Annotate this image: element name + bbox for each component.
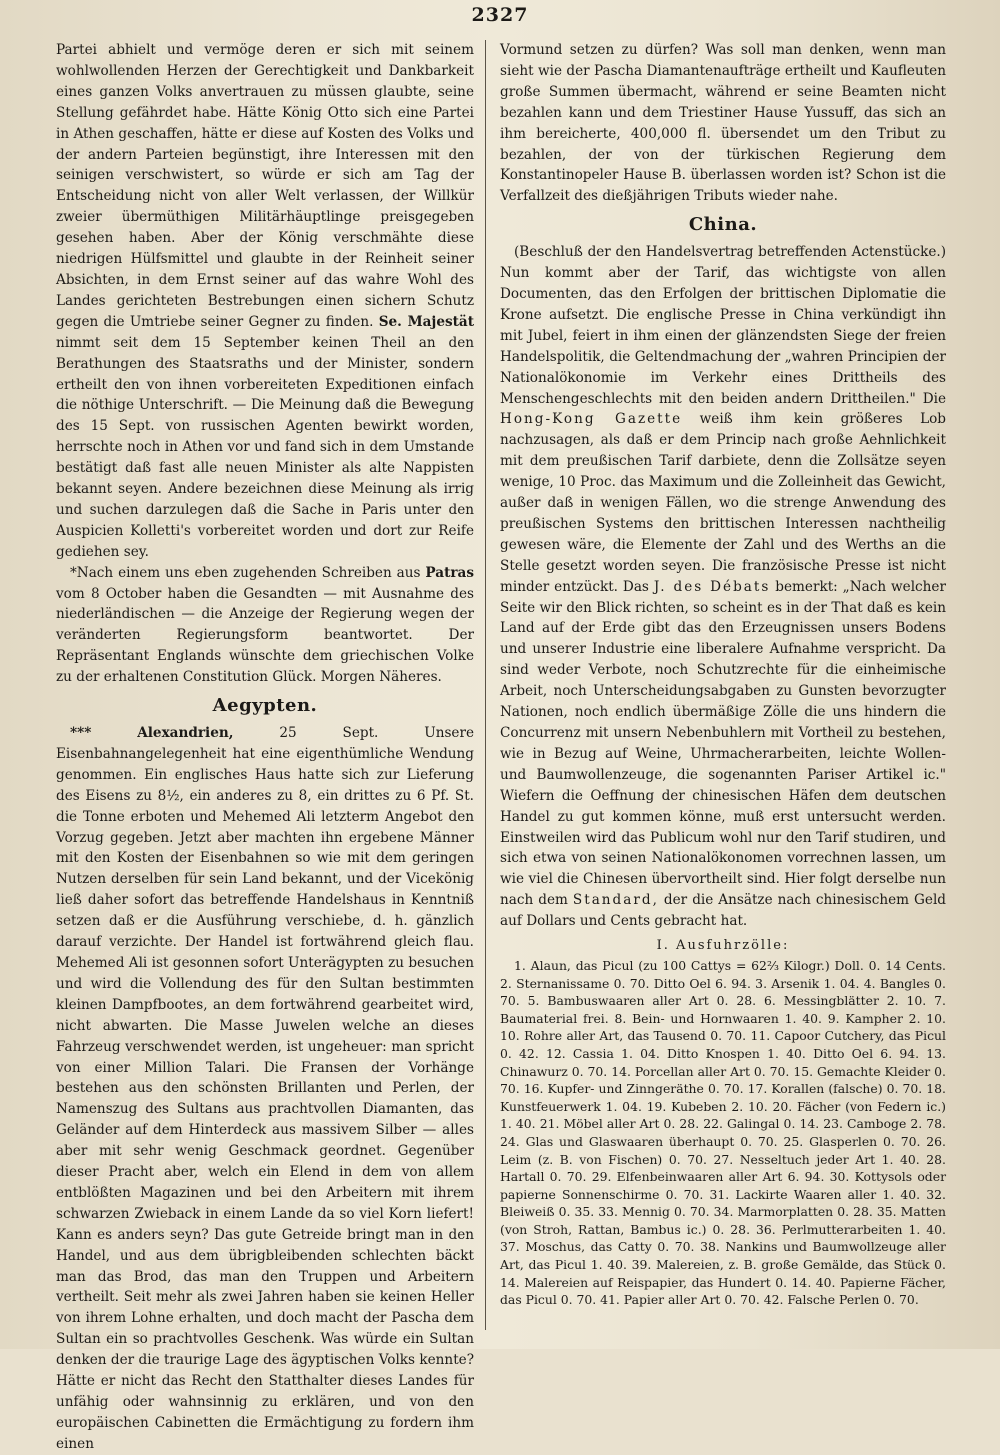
majesty-label: Se. Majestät xyxy=(378,313,475,330)
tariff-list xyxy=(500,957,946,1309)
newspaper-standard: Standard, xyxy=(572,892,659,909)
dateline-place: Alexandrien, xyxy=(137,725,234,741)
paragraph-text: vom 8 October haben die Gesandten — mit Ausnahme des niederländischen — die Anzeige der Regierung wegen der veränderten Regierungsform beantwortet. Der Repräsentant Englands wünschte dem griechischen Volke zu der erhaltenen Constitution Glück. Morgen Näheres. xyxy=(56,585,474,686)
article-alexandria xyxy=(56,723,474,1455)
article-patras xyxy=(56,563,474,688)
right-column xyxy=(500,40,946,1309)
section-heading-china: China. xyxy=(688,214,758,236)
tariff-heading: I. Ausfuhrzölle: xyxy=(656,938,790,954)
page-number: 2327 xyxy=(471,4,529,26)
section-heading-egypt: Aegypten. xyxy=(212,695,318,717)
tariff-entries: 1. Alaun, das Picul (zu 100 Cattys = 62⅔ Kilogr.) Doll. 0. 14 Cents. 2. Sternanissame 0. 70. Ditto Oel 6. 94. 3. Arsenik 1. 04. 4. Bangles 0. 70. 5. Bambuswaaren aller Art 0. 28. 6. Messingblätter 2. 10. 7. Baumaterial frei. 8. Bein- und Hornwaaren 1. 40. 9. Kampher 2. 10. 10. Rohre aller Art, das Tausend 0. 70. 11. Capoor Cutchery, das Picul 0. 42. 12. Cassia 1. 04. Ditto Knospen 1. 40. Ditto Oel 6. 94. 13. Chinawurz 0. 70. 14. Porcellan aller Art 0. 70. 15. Gemachte Kleider 0. 70. 16. Kupfer- und Zinngeräthe 0. 70. 17. Korallen (falsche) 0. 70. 18. Kunstfeuerwerk 1. 04. 19. Kubeben 2. 10. 20. Fächer (von Federn ic.) 1. 40. 21. Möbel aller Art 0. 28. 22. Galingal 0. 14. 23. Camboge 2. 78. 24. Glas und Glaswaaren überhaupt 0. 70. 25. Glasperlen 0. 70. 26. Leim (z. B. von Fischen) 0. 70. 27. Nesseltuch jeder Art 1. 40. 28. Hartall 0. 70. 29. Elfenbeinwaaren aller Art 6. 94. 30. Kottysols oder papierne Sonnenschirme 0. 70. 31. Lackirte Waaren aller 1. 40. 32. Bleiweiß 0. 35. 33. Mennig 0. 70. 34. Marmorplatten 0. 28. 35. Matten (von Stroh, Rattan, Bambus ic.) 0. 28. 36. Perlmutterarbeiten 1. 40. 37. Moschus, das Catty 0. 70. 38. Nankins und Baumwollzeuge aller Art, das Picul 1. 40. 39. Malereien, z. B. große Gemälde, das Stück 0. 14. Malereien auf Reispapier, das Hundert 0. 14. 40. Papierne Fächer, das Picul 0. 70. 41. Papier aller Art 0. 70. 42. Falsche Perlen 0. 70. xyxy=(500,957,946,1308)
newspaper-journal-des-debats: J. des Débats xyxy=(653,578,771,595)
dateline-date: 25 Sept. xyxy=(279,725,379,741)
dateline-marker: *** xyxy=(70,725,92,741)
left-column xyxy=(56,40,474,1455)
paragraph-text: bemerkt: „Nach welcher Seite wir den Blick richten, so scheint es in der That daß es kein Land auf der Erde gibt das den Erzeugnissen unsers Bodens und unserer Industrie eine liberalere Aufnahme verspricht. Da sind weder Verbote, noch Schutzrechte für die einheimische Arbeit, noch Unterscheidungsabgaben zu Gunsten bevorzugter Nationen, noch endlich übermäßige Zölle die uns hindern die Concurrenz mit unsern Nebenbuhlern mit Vortheil zu bestehen, wie in Bezug auf Weine, Uhrmacherarbeiten, leichte Wollen- und Baumwollenzeuge, die sogenannten Pariser Artikel ic." Wiefern die Oeffnung der chinesischen Häfen dem deutschen Handel zu gut kommen könne, muß erst untersucht werden. Einstweilen wird das Publicum wohl nur den Tarif studiren, und sich etwa von seinen Nationalökonomen vorrechnen lassen, um wie viel die Chinesen übervortheilt sind. Hier folgt derselbe nun nach dem xyxy=(500,578,946,909)
article-china xyxy=(500,242,946,932)
paragraph-text: (Beschluß der den Handelsvertrag betreffenden Actenstücke.) Nun kommt aber der Tarif, das wichtigste von allen Documenten, das den Erfolgen der brittischen Diplomatie die Krone aufsetzt. Die englische Presse in China verkündigt ihn mit Jubel, feiert in ihm einen der glänzendsten Siege der freien Handelspolitik, die Geltendmachung der „wahren Principien der Nationalökonomie im Verkehr eines Drittheils des Menschengeschlechts mit den beiden andern Drittheilen." Die xyxy=(500,244,946,407)
paragraph-text: Partei abhielt und vermöge deren er sich mit seinem wohlwollenden Herzen der Gerechtigkeit und Dankbarkeit eines ganzen Volks anvertrauen zu müssen glaubte, seine Stellung gefährdet habe. Hätte König Otto sich eine Partei in Athen geschaffen, hätte er diese auf Kosten des Volks und der andern Parteien begünstigt, ihre Interessen mit den seinigen verschwistert, so würde er sich am Tag der Entscheidung nicht von aller Welt verlassen, der Willkür zweier übermüthigen Militärhäuptlinge preisgegeben gesehen haben. Aber der König verschmähte diese niedrigen Hülfsmittel und glaubte in der Reinheit seiner Absichten, in dem Ernst seiner auf das wahre Wohl des Landes gerichteten Bestrebungen einen sichern Schutz gegen die Umtriebe seiner Gegner zu finden. xyxy=(56,42,474,330)
article-egypt-continued: Vormund setzen zu dürfen? Was soll man denken, wenn man sieht wie der Pascha Diamantenaufträge ertheilt und Kaufleuten große Summen übermacht, während er seine Beamten nicht bezahlen kann und dem Triestiner Hause Yussuff, das sich an ihm bereicherte, 400,000 fl. übersendet um den Tribut zu bezahlen, der von der türkischen Regierung dem Konstantinopeler Hause B. überlassen worden ist? Schon ist die Verfallzeit des dießjährigen Tributs wieder nahe. xyxy=(500,42,946,205)
column-divider xyxy=(485,40,486,1330)
paragraph-text: weiß ihm kein größeres Lob nachzusagen, als daß er dem Princip nach große Aehnlichkeit mit dem preußischen Tarif darbiete, denn die Zollsätze seyen wenige, 10 Proc. das Maximum und die Zolleinheit das Gewicht, außer daß in wenigen Fällen, wo die strenge Anwendung des preußischen Systems den brittischen Interessen nachtheilig gewesen wäre, die Elemente der Zahl und des Werths an die Stelle gesetzt worden seyen. Die französische Presse ist nicht minder entzückt. Das xyxy=(500,411,946,595)
paragraph-text: *Nach einem uns eben zugehenden Schreiben aus xyxy=(70,564,421,581)
paragraph-text: Unsere Eisenbahnangelegenheit hat eine eigenthümliche Wendung genommen. Ein englisches Haus hatte sich zur Lieferung des Eisens zu 8½, ein anderes zu 8, ein drittes zu 6 Pf. St. die Tonne erboten und Mehemed Ali letzterm Angebot den Vorzug gegeben. Jetzt aber machten ihn ergebene Männer mit den Kosten der Eisenbahnen so wie mit dem geringen Nutzen derselben für sein Land bekannt, und der Vicekönig ließ daher sofort das betreffende Handelshaus in Kenntniß setzen daß er die Ausführung verschiebe, d. h. gänzlich darauf verzichte. Der Handel ist fortwährend gleich flau. Mehemed Ali ist gesonnen sofort Unterägypten zu besuchen und wird die Vollendung des für den Sultan bestimmten kleinen Dampfbootes, an dem fortwährend gearbeitet wird, nicht abwarten. Die Masse Juwelen welche an dieses Fahrzeug verschwendet werden, ist ungeheuer: man spricht von einer Million Talari. Die Fransen der Vorhänge bestehen aus den schönsten Brillanten und Perlen, der Namenszug des Sultans aus prachtvollen Diamanten, das Geländer auf dem Hinterdeck aus massivem Silber — alles aber mit sehr wenig Geschmack geordnet. Gegenüber dieser Pracht aber, welch ein Elend in dem von allem entblößten Magazinen und bei den Arbeitern mit ihrem schwarzen Zwieback in einem Lande da so viel Korn liefert! Kann es anders seyn? Das gute Getreide bringt man in den Handel, und aus dem übrigbleibenden schlechten bäckt man das Brod, das man den Truppen und Arbeitern vertheilt. Seit mehr als zwei Jahren haben sie keinen Heller von ihrem Lohne erhalten, und doch macht der Pascha dem Sultan ein so prachtvolles Geschenk. Was würde ein Sultan denken der die traurige Lage des ägyptischen Volks kennte? Hätte er nicht das Recht den Statthalter dieses Landes für unfähig oder wahnsinnig zu erklären, und von den europäischen Cabinetten die Ermächtigung zu fordern ihm einen xyxy=(56,725,475,1452)
paragraph-text: der die Ansätze nach chinesischem Geld auf Dollars und Cents gebracht hat. xyxy=(500,892,946,930)
newspaper-hongkong-gazette: Hong-Kong Gazette xyxy=(500,411,683,428)
place-patras: Patras xyxy=(425,564,474,581)
article-greece-continued xyxy=(56,40,474,563)
paragraph-text: nimmt seit dem 15 September keinen Theil an den Berathungen des Staatsraths und der Minister, sondern ertheilt den von ihnen vorbereiteten Expeditionen einfach die nöthige Unterschrift. — Die Meinung daß die Bewegung des 15 Sept. von russischen Agenten bewirkt worden, herrschte noch in Athen vor und fand sich in dem Umstande bestätigt daß fast alle neuen Minister als alte Nappisten bekannt seyen. Andere bezeichnen diese Meinung als irrig und suchen darzulegen daß die Sache in Paris unter den Auspicien Kolletti's vorbereitet worden und dort zur Reife gediehen sey. xyxy=(56,334,474,560)
